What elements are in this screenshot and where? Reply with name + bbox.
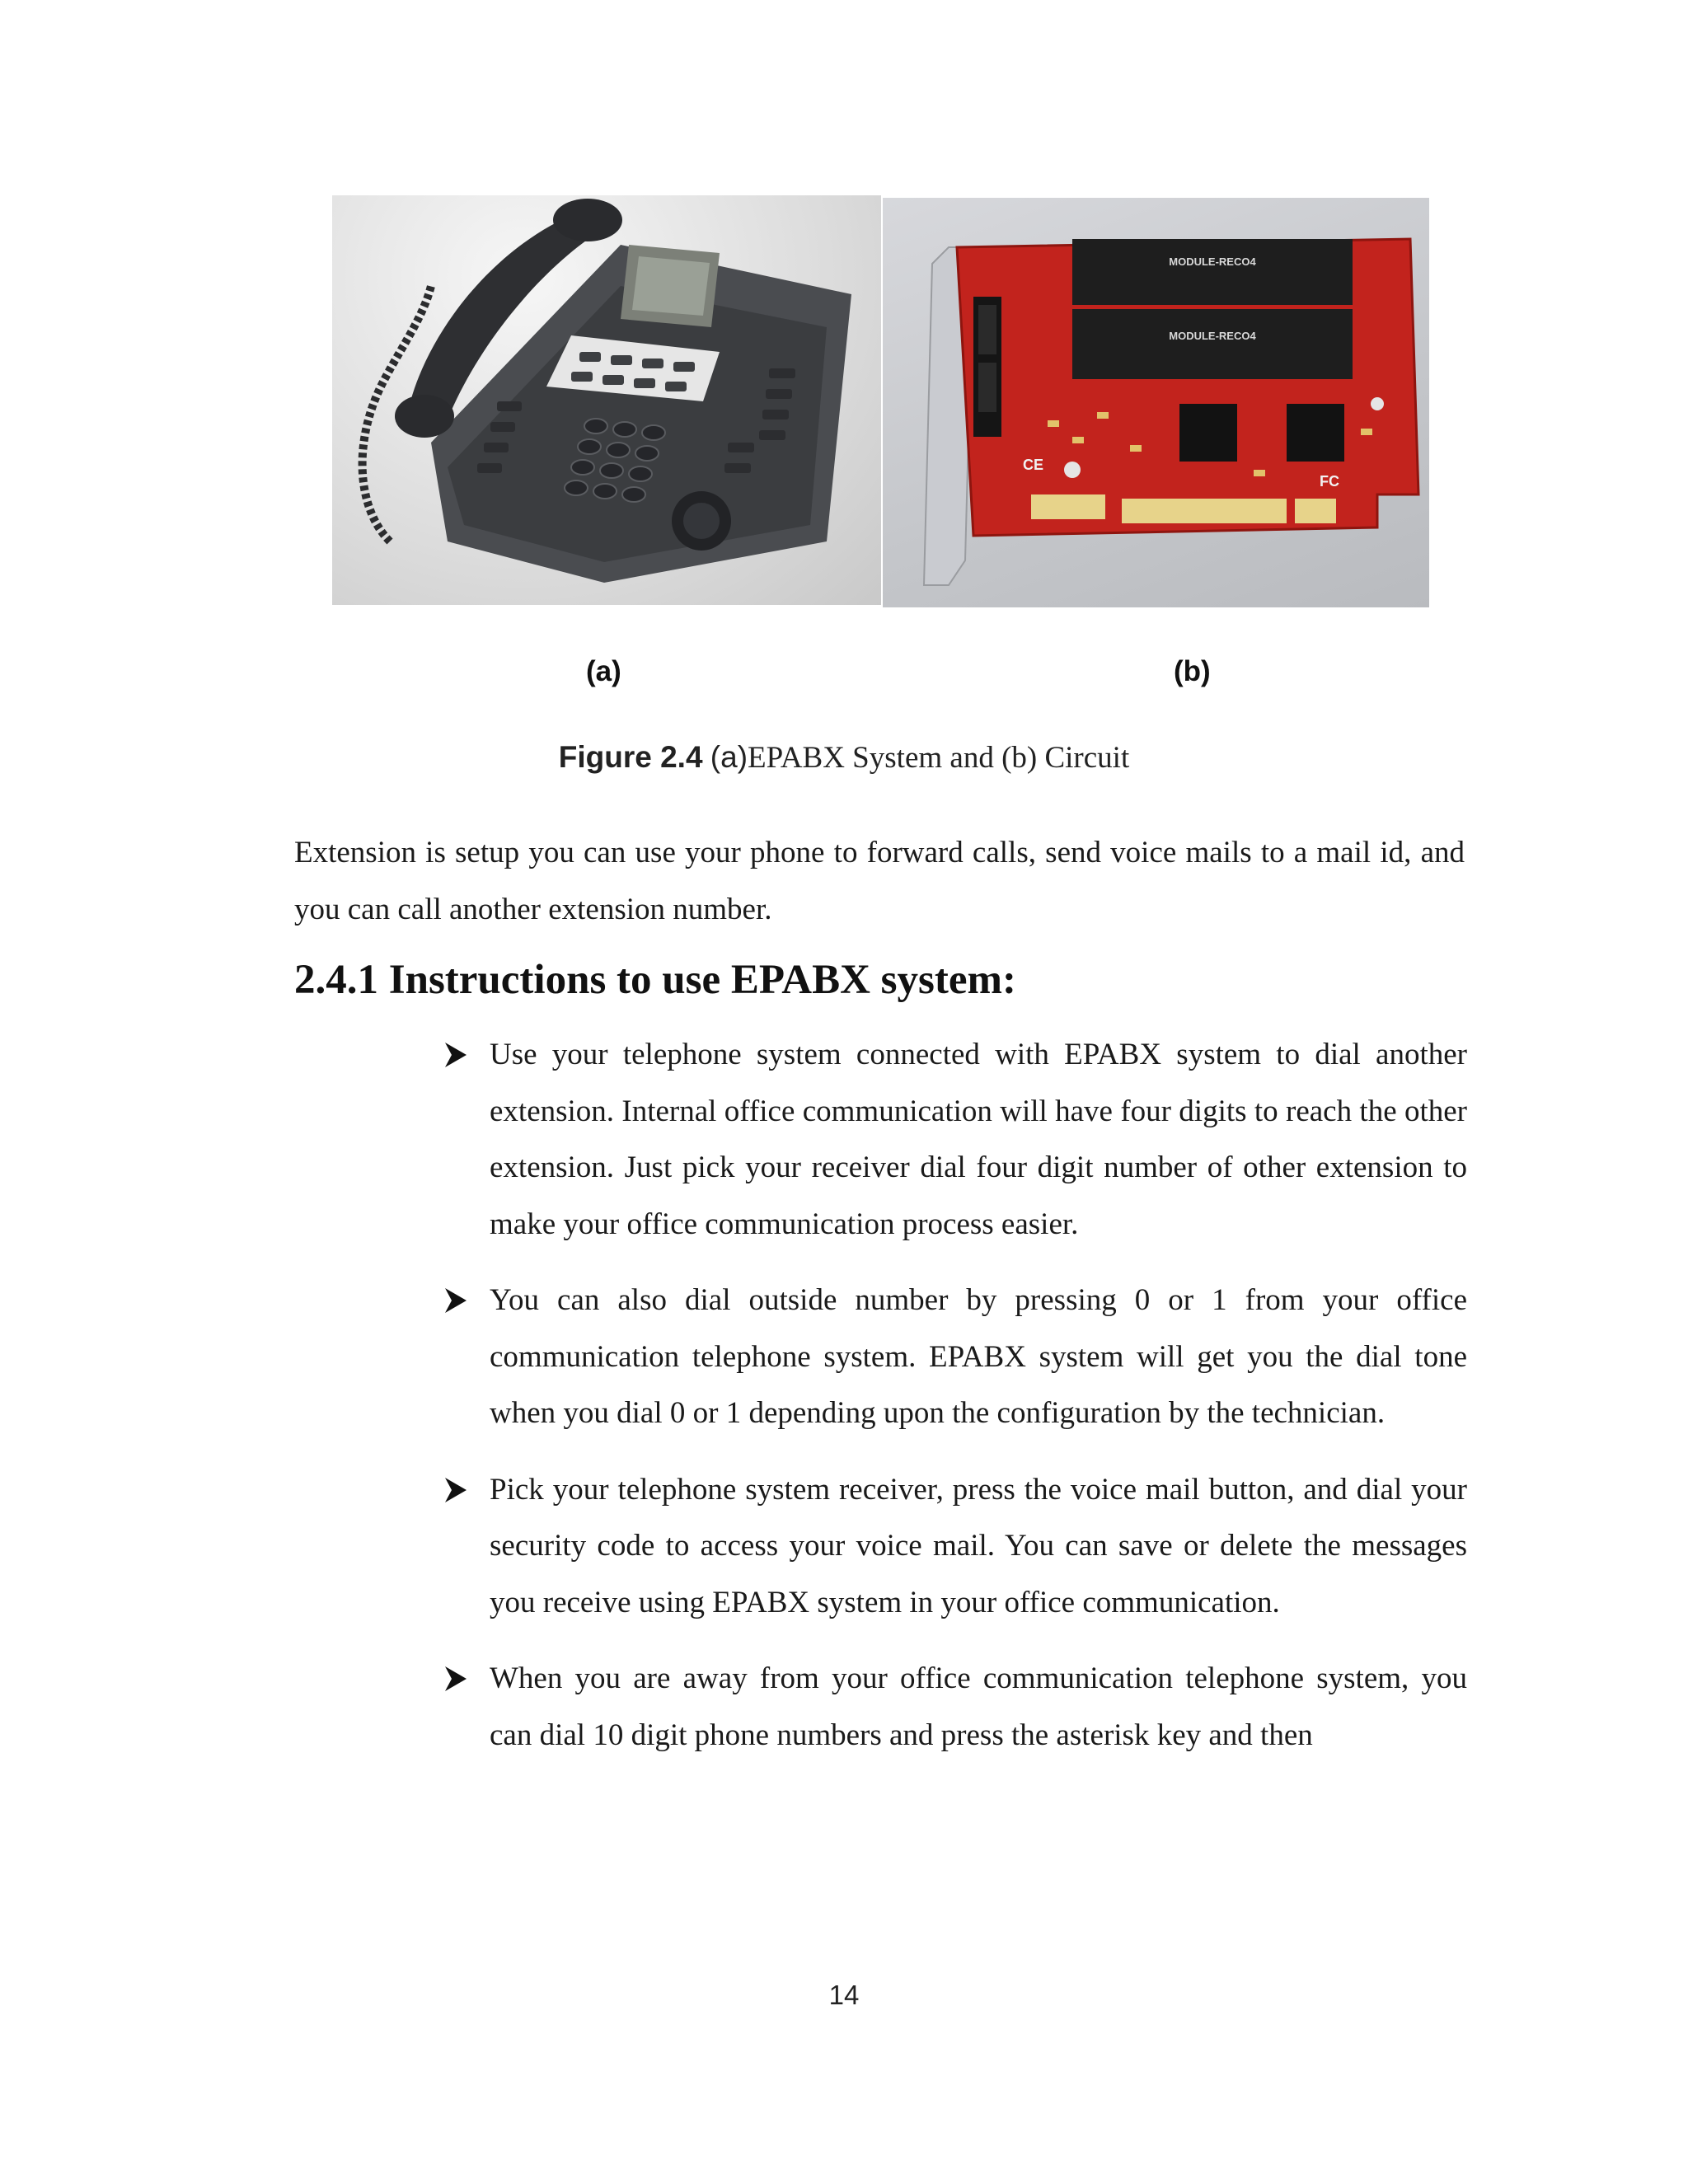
caption-text: EPABX System and (b) Circuit [748, 741, 1130, 775]
list-item-text: Pick your telephone system receiver, press the voice mail button, and dial your security code to access your voice mail. You can save or delete the messages you receive using EPABX system in your office communication. [490, 1472, 1467, 1619]
list-item-text: When you are away from your office communication telephone system, you can dial 10 digit phone numbers and press the asterisk key and then [490, 1661, 1467, 1752]
section-heading: 2.4.1 Instructions to use EPABX system: [294, 957, 1016, 1003]
arrow-bullet-icon [443, 1665, 468, 1693]
page-number: 14 [828, 1980, 860, 2010]
list-item-text: Use your telephone system connected with EPABX system to dial another extension. Internal office communication will have four digits to reach the other extension. Just pick your receiver dial four digit number of other extension to make your office communication process easier. [490, 1038, 1467, 1241]
arrow-bullet-icon [443, 1286, 468, 1315]
fc-mark: FC [1320, 473, 1339, 490]
caption-part-a: (a) [710, 740, 748, 774]
arrow-bullet-icon [443, 1476, 468, 1504]
list-item [429, 1027, 1467, 1253]
list-item [429, 1272, 1467, 1442]
telephone-illustration [332, 195, 881, 605]
epabx-circuit-board-image [883, 198, 1429, 607]
intro-paragraph: Extension is setup you can use your phone to forward calls, send voice mails to a mail id, and you can call another extension number. [294, 836, 1465, 926]
circuit-board-illustration [883, 198, 1429, 607]
list-item [429, 1651, 1467, 1764]
ce-mark: CE [1023, 457, 1044, 473]
instruction-list [429, 1027, 1467, 1783]
arrow-bullet-icon [443, 1041, 468, 1069]
subfigure-label-a: (a) [586, 655, 621, 687]
caption-number: Figure 2.4 [558, 740, 703, 774]
list-item-text: You can also dial outside number by pressing 0 or 1 from your office communication telephone system. EPABX system will get you the dial tone when you dial 0 or 1 depending upon the configuration by the technician. [490, 1283, 1467, 1430]
office-telephone-image [332, 195, 881, 605]
figure-caption [0, 740, 1688, 776]
module-label-bottom: MODULE-RECO4 [1169, 330, 1256, 342]
module-label-top: MODULE-RECO4 [1169, 255, 1256, 268]
subfigure-label-b: (b) [1174, 655, 1211, 687]
list-item [429, 1462, 1467, 1632]
